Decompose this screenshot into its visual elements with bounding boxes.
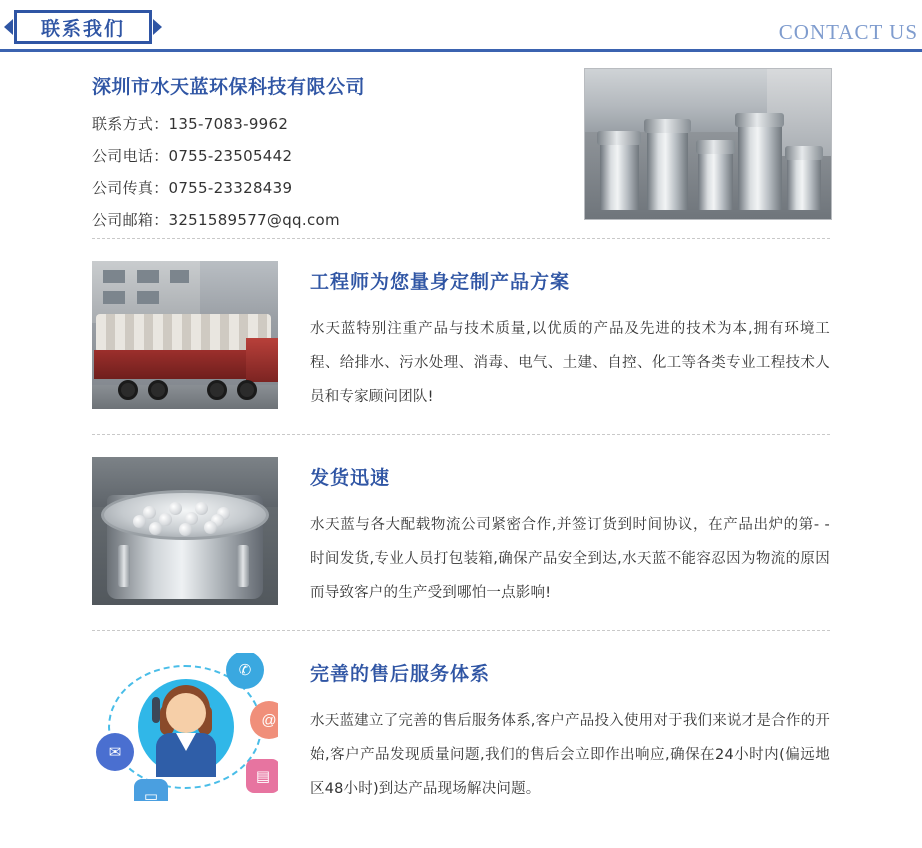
headset-mic-icon <box>152 697 160 723</box>
section-tab-label: 联系我们 <box>40 17 125 40</box>
feature-text-1: 水天蓝特别注重产品与技术质量,以优质的产品及先进的技术为本,拥有环境工程、给排水、污水处理、消毒、电气、土建、自控、化工等各类专业工程技术人员和专家顾问团队! <box>310 321 830 405</box>
feature-body-2 <box>310 457 830 610</box>
contact-line-telephone: 公司电话：0755-23505442 <box>92 147 293 165</box>
vessel-open-rim <box>101 490 268 540</box>
feature-row-after-sales <box>0 631 922 826</box>
contact-block <box>0 52 922 238</box>
vessel-3 <box>698 150 732 210</box>
tab-arrow-left-icon <box>4 19 13 35</box>
workshop-photo <box>584 68 832 220</box>
agent-face <box>166 693 206 733</box>
customer-service-illustration <box>92 653 278 801</box>
feature-body-3 <box>310 653 830 806</box>
vessel-clamp-right <box>237 545 249 587</box>
cargo-bags <box>96 314 271 352</box>
feature-title-2: 发货迅速 <box>310 467 391 489</box>
feature-row-custom-solution <box>0 239 922 434</box>
feature-row-fast-shipping <box>0 435 922 630</box>
contact-line-fax: 公司传真：0755-23328439 <box>92 179 293 197</box>
feature-body-1 <box>310 261 830 414</box>
building-window-3 <box>170 270 189 283</box>
chat-icon: ▭ <box>134 779 168 801</box>
cartridge-6 <box>159 513 172 526</box>
cartridge-3 <box>195 502 208 515</box>
vessel-4 <box>738 123 782 210</box>
building-window-2 <box>137 270 159 283</box>
vessel-2 <box>647 129 689 210</box>
vessel-1 <box>600 141 639 210</box>
truck-cab <box>246 338 278 382</box>
at-icon: @ <box>250 701 278 739</box>
cartridge-1 <box>143 506 156 519</box>
mail-icon: ✉ <box>96 733 134 771</box>
cartridge-9 <box>149 522 162 535</box>
tab-arrow-right-icon <box>153 19 162 35</box>
cartridge-2 <box>169 502 182 515</box>
feature-title-3: 完善的售后服务体系 <box>310 663 491 685</box>
phone-icon: ✆ <box>226 653 264 689</box>
building-window-1 <box>103 270 125 283</box>
header-english-title: CONTACT US <box>778 20 918 44</box>
truck-loading-photo <box>92 261 278 409</box>
building-window-4 <box>103 291 125 304</box>
truck-wheel-2 <box>148 380 168 400</box>
vessel-clamp-left <box>118 545 130 587</box>
feature-text-2: 水天蓝与各大配载物流公司紧密合作,并签订货到时间协议，在产品出炉的第- -时间发货,专业人员打包装箱,确保产品安全到达,水天蓝不能容忍因为物流的原因而导致客户的生产受到哪怕一点影响! <box>310 517 830 601</box>
contact-line-email: 公司邮箱：3251589577@qq.com <box>92 211 340 229</box>
page-header <box>0 0 922 52</box>
document-icon: ▤ <box>246 759 278 793</box>
section-tab-contact[interactable] <box>14 10 152 44</box>
vessel-5 <box>787 156 821 210</box>
feature-text-3: 水天蓝建立了完善的售后服务体系,客户产品投入使用对于我们来说才是合作的开始,客户产品发现质量问题,我们的售后会立即作出响应,确保在24小时内(偏远地区48小时)到达产品现场解决问题。 <box>310 713 830 797</box>
cartridge-10 <box>179 523 192 536</box>
company-name: 深圳市水天蓝环保科技有限公司 <box>92 76 366 98</box>
contact-text-column <box>0 68 584 238</box>
filter-vessel-photo <box>92 457 278 605</box>
building-window-5 <box>137 291 159 304</box>
cartridge-5 <box>133 515 146 528</box>
contact-line-mobile: 联系方式：135-7083-9962 <box>92 115 289 133</box>
feature-title-1: 工程师为您量身定制产品方案 <box>310 271 571 293</box>
cartridge-11 <box>204 521 217 534</box>
